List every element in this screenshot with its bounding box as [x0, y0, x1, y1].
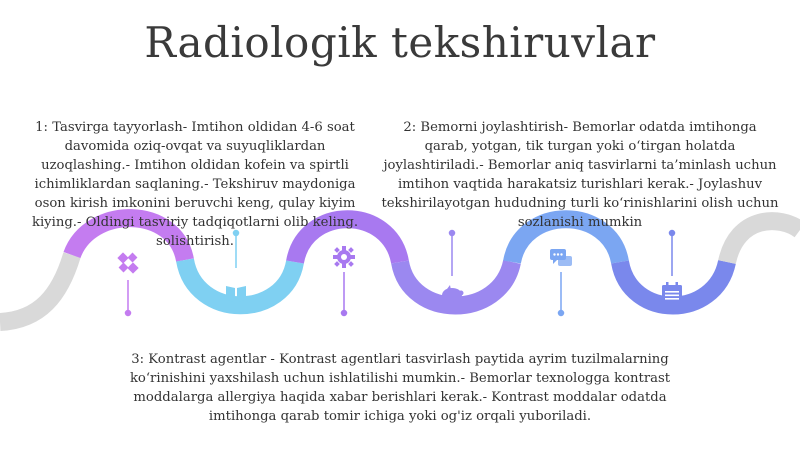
step-2-text: 2: Bemorni joylashtirish- Bemorlar odatda imtihonga qarab, yotgan, tik turgan yoki o‘tirgan holatda joylashtiriladi.- Bemorlar aniq tasvirlarni ta’minlash uchun imtihon vaqtida harakatsiz turishlari kerak.- Joylashuv tekshirilayotgan hududning turli ko‘rinishlarini olish uchun sozlanishi mumkin — [381, 120, 779, 230]
puzzle-icon — [115, 250, 141, 276]
page-title: Radiologik tekshiruvlar — [144, 18, 656, 67]
chat-icon — [548, 245, 574, 271]
pin-dot-6 — [670, 231, 675, 236]
pin-dot-3 — [342, 311, 347, 316]
calendar-icon — [659, 280, 685, 306]
step-3-text: 3: Kontrast agentlar - Kontrast agentlari tasvirlash paytida ayrim tuzilmalarning ko‘rinishini yaxshilash uchun ishlatilishi mumkin.- Bemorlar texnologga kontrast moddalarga allergiya haqida xabar berishlari kerak.- Kontrast moddalar odatda imtihonga qarab tomir ichiga yoki og'iz orqali yuboriladi. — [129, 352, 671, 424]
pin-dot-2 — [234, 231, 239, 236]
pin-dot-5 — [559, 311, 564, 316]
piggy-bank-icon — [439, 281, 465, 307]
step-1-text: 1: Tasvirga tayyorlash- Imtihon oldidan 4-6 soat davomida oziq-ovqat va suyuqliklardan uzoqlashing.- Imtihon oldidan kofein va spirtli ichimliklardan saqlaning.- Tekshiruv maydoniga oson kirish imkonini beruvchi keng, qulay kiyim kiying.- Oldingi tasviriy tadqiqotlarni olib keling. solishtirish. — [31, 120, 359, 249]
pin-dot-4 — [450, 231, 455, 236]
pin-dot-1 — [126, 311, 131, 316]
gear-icon — [331, 244, 357, 270]
book-icon — [223, 280, 249, 306]
